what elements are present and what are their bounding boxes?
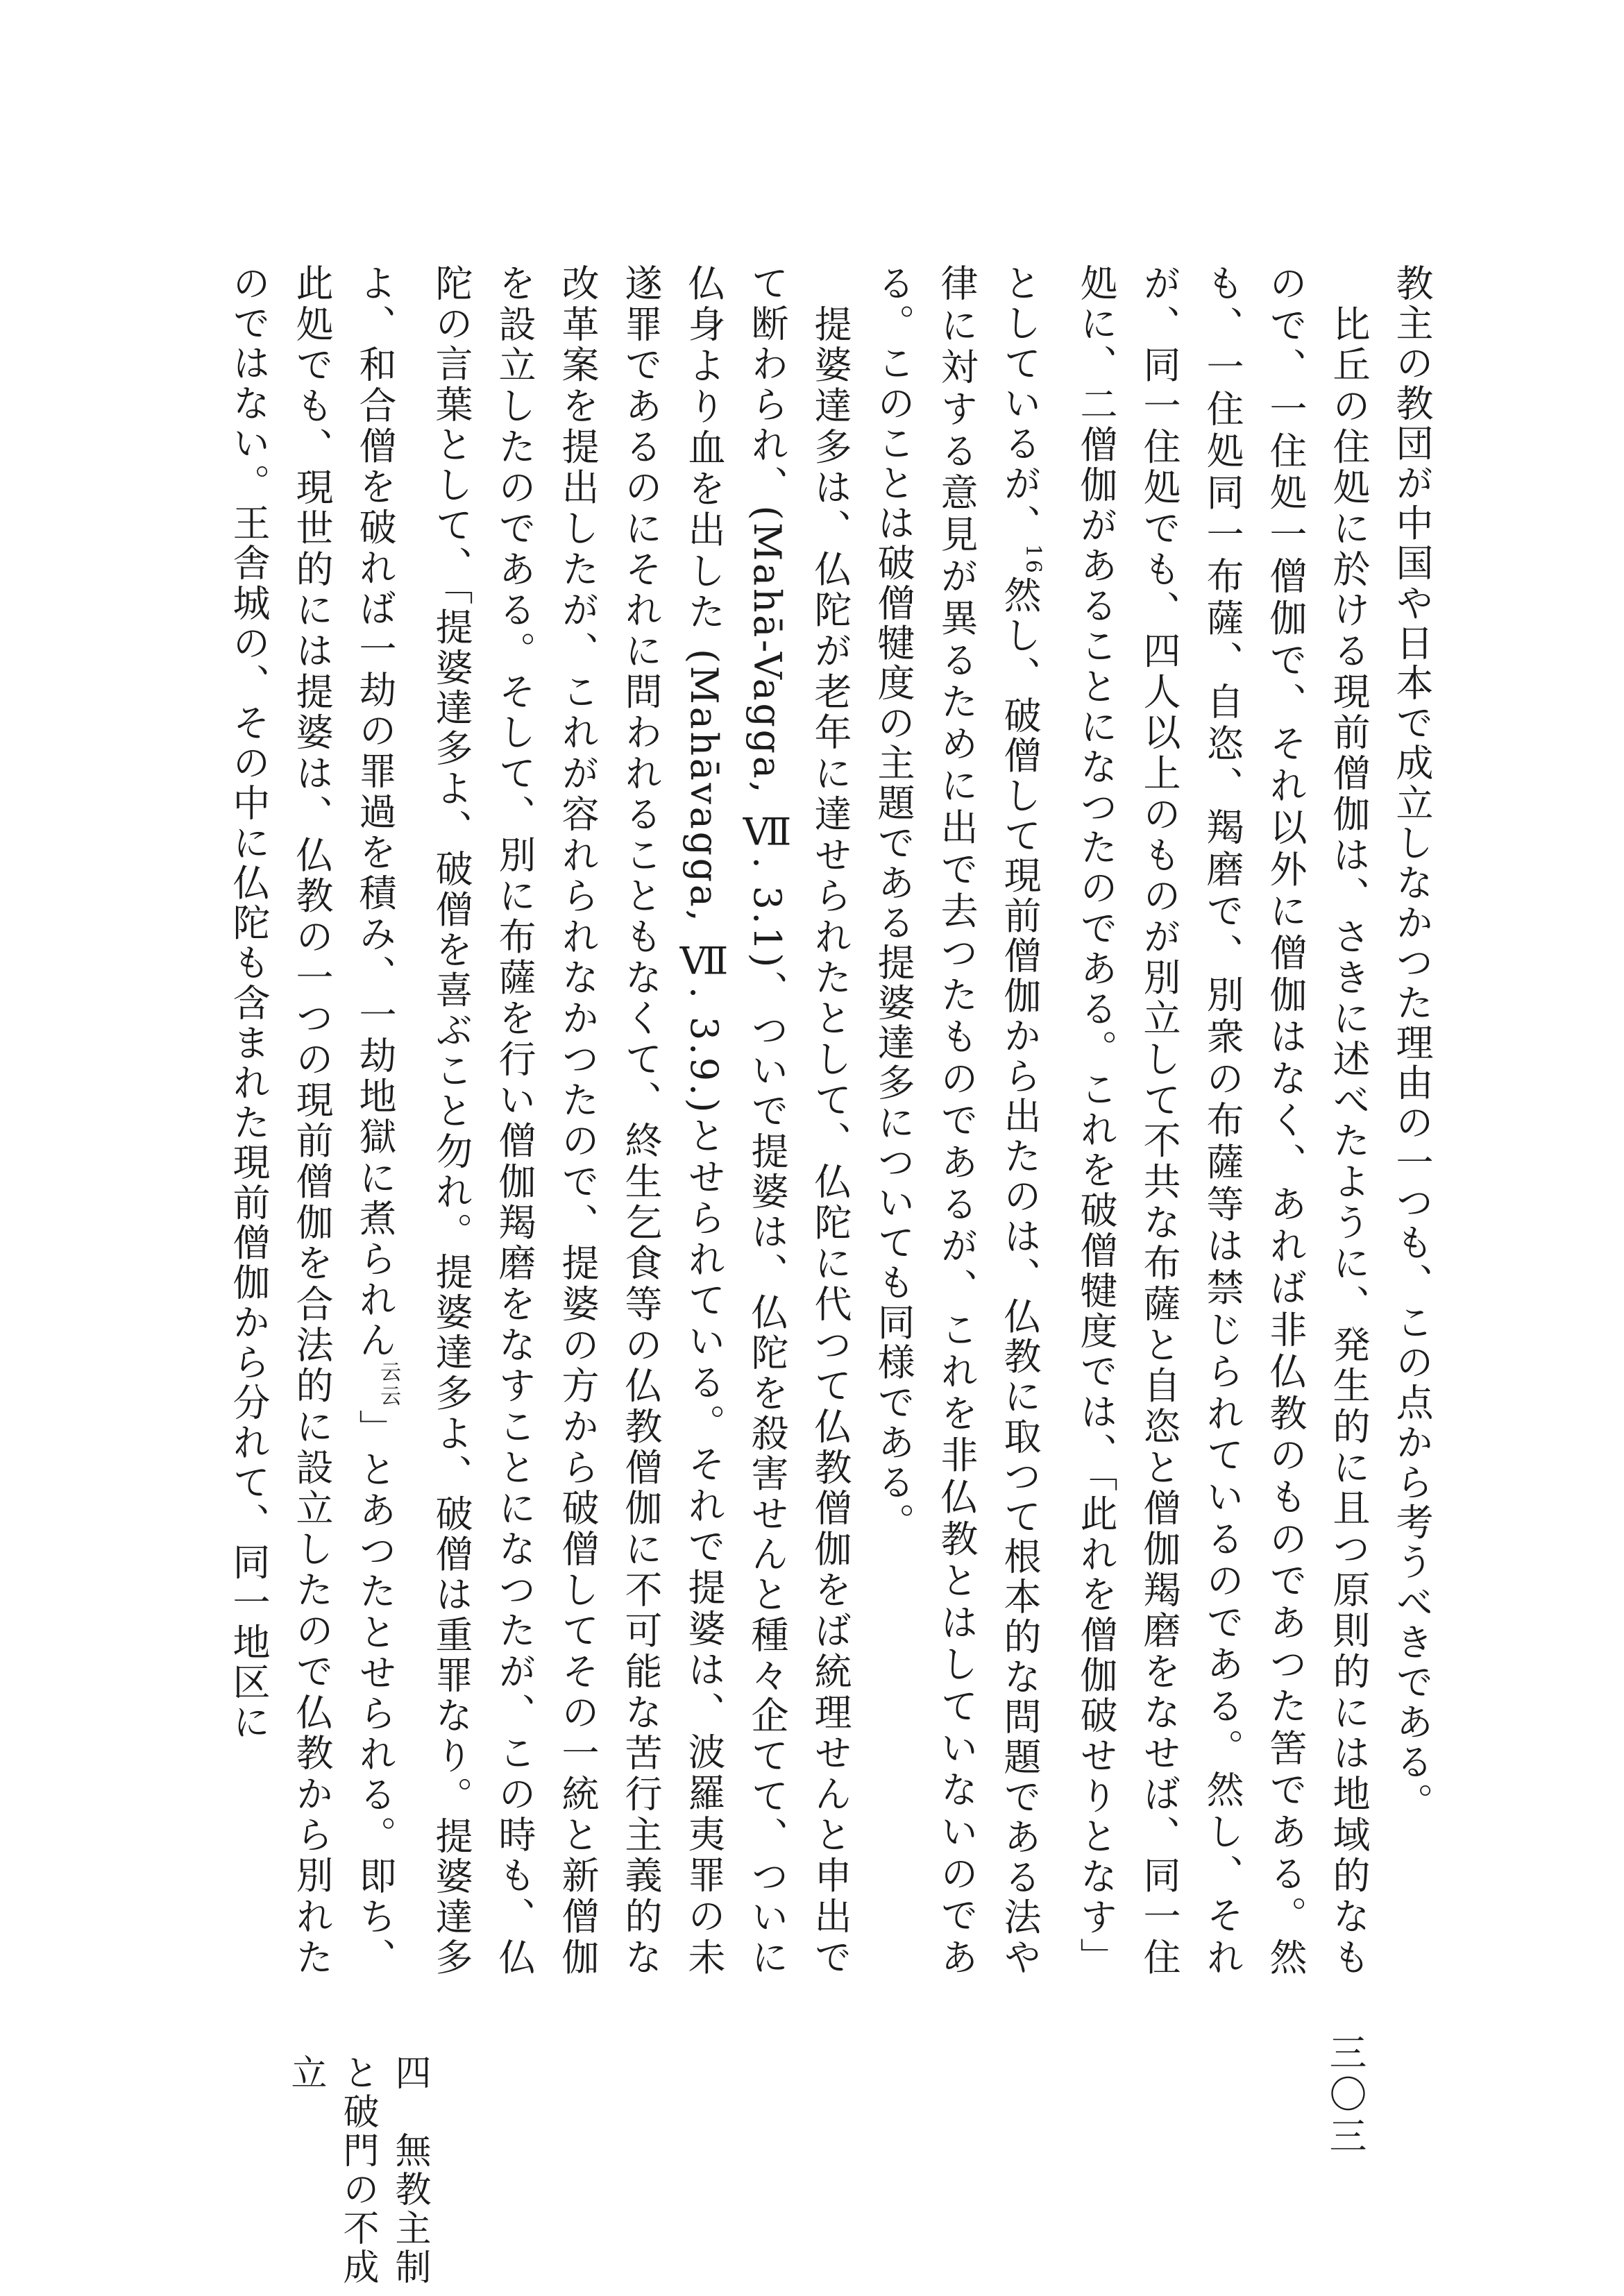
footnote-reference: 16 (1021, 544, 1045, 576)
paragraph-1: 教主の教団が中国や日本で成立しなかつた理由の一つも、この点から考うべきである。 (1390, 264, 1434, 1823)
chapter-title: 四 無教主制と破門の不成立 (285, 2054, 430, 2287)
page-number: 三〇三 (1323, 2033, 1367, 2158)
body-text (217, 264, 1444, 1978)
paragraph-2: 比丘の住処に於ける現前僧伽は、さきに述べたように、発生的に且つ原則的には地域的なもので、一住処一僧伽で、それ以外に僧伽はなく、あれば非仏教のものであつた筈である。然も、一住処同一布薩、自恣、羯磨で、別衆の布薩等は禁じられているのである。然し、それが、同一住処でも、四人以上のものが別立して不共な布薩と自恣と僧伽羯磨をなせば、同一住処に、二僧伽があることになつたのである。これを破僧犍度では、「此れを僧伽破せりとなす」としているが、$^{16}$然し、破僧して現前僧伽から出たのは、仏教に取つて根本的な問題である法や律に対する意見が異るために出で去つたものであるが、これを非仏教とはしていないのである。このことは破僧犍度の主題である提婆達多についても同様である。 (872, 264, 1371, 1978)
unun-mark: 云云 (376, 1361, 400, 1409)
paragraph-3: 提婆達多は、仏陀が老年に達せられたとして、仏陀に代つて仏教僧伽をば統理せんと申出でて断わられ、(Mahā-Vagga, Ⅶ. 3.1)、ついで提婆は、仏陀を殺害せんと種々企てて、ついに仏身より血を出した (Mahāvagga, Ⅶ. 3.9.)とせられている。それで提婆は、波羅夷罪の未遂罪であるのにそれに問われることもなくて、終生乞食等の仏教僧伽に不可能な苦行主義的な改革案を提出したが、これが容れられなかつたので、提婆の方から破僧してその一統と新僧伽を設立したのである。そして、別に布薩を行い僧伽羯磨をなすことになつたが、この時も、仏陀の言葉として、「提婆達多よ、破僧を喜ぶこと勿れ。提婆達多よ、破僧は重罪なり。提婆達多よ、和合僧を破れば一劫の罪過を積み、一劫地獄に煮られん$^{云云}$」とあつたとせられる。即ち、此処でも、現世的には提婆は、仏教の一つの現前僧伽を合法的に設立したので仏教から別れたのではない。王舎城の、その中に仏陀も含まれた現前僧伽から分れて、同一地区に (227, 264, 852, 1978)
